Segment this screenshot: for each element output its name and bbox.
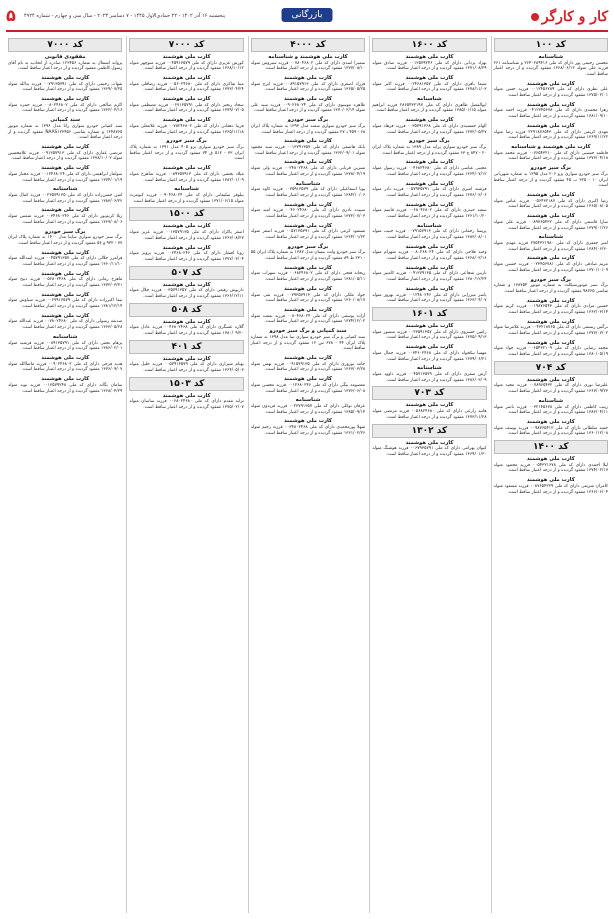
ad-body: نسرین قربانی دارای کد ملی ۰۰۲۴۸۰۲۴۶۸ فرزند ولی متولد ۱۳۷۸/۰۴/۱۹ مفقود گردیده و از درجه اعتبار ساقط است. [250,165,366,177]
classified-ad [372,181,486,199]
ad-title: کارت ملی هوشمند [41,312,90,319]
classified-ad [251,376,365,394]
brand-name: کار و کارگر [541,9,608,25]
classified-ad [8,313,122,331]
classified-ad [251,418,365,436]
classified-ad [8,96,122,114]
ad-title: برگ سبز خودرو [409,138,450,145]
classified-code-header: کد ۱۴۰۰ [494,440,608,454]
ad-body: سپیده نادری دارای کد ملی ۰۰۴۶۰۲۴۶۸۰ فرزند امید متولد ۱۳۷۲/۰۷/۰۳ مفقود گردیده و از درجه اعتبار ساقط است. [250,208,366,219]
classified-ad [8,334,122,352]
ad-title: کارت ملی هوشمند [41,165,90,172]
ad-title: کارت ملی هوشمند [41,270,90,277]
ad-title: شناسنامه [174,186,199,193]
ad-title: شناسنامه [538,54,564,60]
ad-body: امین حسن‌زاده دارای کد ملی ۰۰۲۳۵۷۹۱۳۵ فرزند کمال متولد ۱۳۸۳/۰۶/۲۳ مفقود گردیده و از درجه اعتبار ساقط است. [7,192,123,204]
classified-ad [251,244,365,262]
classified-ad [8,376,122,394]
ad-body: مهسا نیکخواه دارای کد ملی ۰۰۳۴۶۰۲۴۶۸ فرزند جمال متولد ۱۳۷۹/۰۶/۲۱ مفقود گردیده و از درجه اعتبار ساقط است. [372,350,487,362]
classified-ad [8,165,122,183]
classified-ad [129,282,243,300]
classified-ad [372,117,486,135]
ad-title: کارت ملی هوشمند [162,355,211,362]
ad-title: شناسنامه [52,186,78,193]
ad-body: بابک هاشمی دارای کد ملی ۰۰۱۳۷۹۱۳۵۷ فرزند سید محمود متولد ۱۳۶۲/۰۹/۰۱ مفقود گردیده و از درجه اعتبار ساقط است. [250,144,366,156]
ad-body: رضا اکبری دارای کد ملی ۰۰۵۶۴۳۲۱۸۷ فرزند عباس متولد ۱۳۶۵/۰۸/۰۵ مفقود گردیده و از درجه اعتبار ساقط است. [493,198,608,210]
ad-title: شناسنامه [295,397,321,404]
classified-ad [129,356,243,374]
ad-title: کارت ملی هوشمند [162,96,211,103]
ad-body: پویا اسماعیلی دارای کد ملی ۰۰۳۵۹۱۳۵۷۹ فرزند کاوه متولد ۱۳۸۴/۱۰/۰۶ مفقود گردیده و از درجه اعتبار ساقط است. [250,187,366,198]
ad-body: نرگس رستمی دارای کد ملی ۰۰۴۳۲۱۸۷۶۵ فرزند غلامرضا متولد ۱۳۷۷/۰۷/۰۲ مفقود گردیده و از درجه اعتبار ساقط است. [493,325,608,337]
ad-body: هدیه فرجی دارای کد ملی ۰۰۹۰۲۴۶۸۰۲ فرزند ماشاالله متولد ۱۳۷۶/۰۹/۰۷ مفقود گردیده و از درجه اعتبار ساقط است. [7,361,123,373]
ad-body: پریسا رحمانی دارای کد ملی ۰۰۷۹۱۵۷۹۱۳ فرزند حبیب متولد ۱۳۸۳/۰۸/۰۱ مفقود گردیده و از درجه اعتبار ساقط است. [372,229,487,241]
ad-body: کامران شریفی دارای کد ملی ۰۰۸۷۶۵۴۳۲۹ فرزند مسعود متولد ۱۳۶۶/۰۶/۰۴ مفقود گردیده و از درجه اعتبار ساقط است. [493,483,608,495]
ad-body: برگ سبز خودرو سواری سمند مدل ۱۳۹۳ به شماره پلاک ایران ۶۸ - ۴۵۹ د ۲۷ مفقود گردیده و از درجه اعتبار ساقط است. [250,123,366,135]
classified-ad [494,340,608,358]
ad-title: کارت ملی هوشمند [41,376,90,383]
ad-body: برگ سبز خودرو سواری پژو ۲۰۶ مدل ۱۳۹۵ به شماره شهربانی ایران ۱۰ - ۳۲۵ ب ۴۵ مفقود گردیده و از درجه اعتبار ساقط است. [493,171,608,189]
ad-body: زینب کاظمی دارای کد ملی ۰۰۳۲۱۴۵۶۷۸ فرزند ناصر متولد ۱۳۸۲/۰۴/۱۱ مفقود گردیده و از درجه اعتبار ساقط است. [493,404,608,416]
ad-title: کارت ملی هوشمند [405,117,454,124]
classified-ad [372,75,486,93]
ad-body: شیما باقری دارای کد ملی ۰۰۲۴۶۸۱۳۵۷ فرزند اکبر متولد ۱۳۷۸/۱۱/۰۳ مفقود گردیده و از درجه اعتبار ساقط است. [372,81,487,93]
ad-title: شناسنامه [52,334,78,341]
classified-ad [494,477,608,495]
ad-body: معصومه بیگی دارای کد ملی ۰۰۱۲۶۸۰۲۴۶ فرزند محسن متولد ۱۳۷۶/۰۶/۰۸ مفقود گردیده و از درجه اعتبار ساقط است. [250,382,366,394]
ad-title: کارت ملی هوشمند [41,249,90,256]
ad-title: کارت ملی هوشمند [41,75,90,82]
section-badge: بازرگانی [282,8,333,22]
classified-code-header: کد ۱۶۰۱ [372,307,486,321]
ad-body: فاطمه حسینی دارای کد ملی ۰۰۷۶۵۴۳۲۱۰ فرزند محمد متولد ۱۳۷۳/۰۴/۱۸ مفقود گردیده و از درجه اعتبار ساقط است. [493,150,608,162]
ad-body: ژیلا کریم‌پور دارای کد ملی ۰۰۳۴۶۸۰۲۴۶ فرزند شمس متولد ۱۳۶۷/۰۸/۰۶ مفقود گردیده و از درجه اعتبار ساقط است. [7,213,123,225]
ad-body: فریبا دهقانی دارای کد ملی ۰۰۷۸۲۴۶۸۰۲ فرزند غلامعلی متولد ۱۳۶۵/۱۱/۱۸ مفقود گردیده و از درجه اعتبار ساقط است. [129,123,244,135]
classified-ad [8,292,122,310]
ad-body: برگ سبز خودرو سواری پراید مدل ۱۳۸۹ به شماره پلاک ایران ۲۰ - ۸۴۷ ج ۶۳ مفقود گردیده و از درجه اعتبار ساقط است. [372,144,487,156]
classified-ad [494,398,608,416]
ad-title: کارت ملی هوشمند [284,376,332,383]
ad-title: کارت ملی هوشمند [405,201,454,208]
ad-body: حسین مرادی دارای کد ملی ۰۰۱۹۸۷۶۵۴۳ فرزند کریم متولد ۱۳۶۲/۰۳/۱۴ مفقود گردیده و از درجه اعتبار ساقط است. [493,304,608,315]
ad-title: کارت ملی هوشمند [405,243,454,250]
classified-ad [372,244,486,262]
ad-title: کارت ملی هوشمند [41,291,90,298]
classified-ad [8,54,122,72]
ad-body: سارا قاسمی دارای کد ملی ۰۰۸۹۷۶۵۴۳۲ فرزند علی متولد ۱۳۷۹/۰۱/۲۶ مفقود گردیده و از درجه اعتبار ساقط است. [493,219,608,231]
ad-title: برگ سبز خودرو [530,276,571,283]
ad-body: سامان یگانه دارای کد ملی ۰۰۱۳۵۷۹۲۴۸ فرزند نوید متولد ۱۳۶۸/۰۴/۲۹ مفقود گردیده و از درجه اعتبار ساقط است. [7,382,123,394]
classified-ad [251,96,365,114]
ad-body: عرفان توکلی دارای کد ملی ۰۰۲۳۷۹۱۳۵۷ فرزند فریدون متولد ۱۳۸۵/۰۹/۱۴ مفقود گردیده و از درجه اعتبار ساقط است. [250,403,366,415]
ad-body: فرزاد اصغری دارای کد ملی ۰۰۸۹۱۵۷۹۱۳ فرزند ایرج متولد ۱۳۶۵/۰۵/۲۵ مفقود گردیده و از درجه اعتبار ساقط است. [250,81,366,93]
ad-title: کارت ملی هوشمند [405,402,454,409]
ad-body: بهزاد یزدانی دارای کد ملی ۰۰۱۳۵۷۹۲۴۶ فرزند صادق متولد ۱۳۷۱/۰۸/۲۹ مفقود گردیده و از درجه اعتبار ساقط است. [372,60,487,72]
ad-body: اصغر پاکزاد دارای کد ملی ۰۰۱۳۵۷۹۱۳۵ فرزند عزیز متولد ۱۳۶۳/۰۸/۲۷ مفقود گردیده و از درجه اعتبار ساقط است. [129,229,244,241]
classified-ad [129,319,243,337]
ad-body: نازنین شجاعی دارای کد ملی ۰۰۹۱۳۷۹۱۳۵ فرزند کامبیز متولد ۱۳۸۰/۱۲/۲۴ مفقود گردیده و از درجه اعتبار ساقط است. [372,271,487,283]
classified-ad [372,159,486,177]
ad-title: کارت ملی هوشمند [526,318,575,325]
ad-body: برگ سبز خودرو سواری پژو ۴۰۵ مدل ۱۳۹۱ به شماره پلاک ایران ۳۳ - ۵۱۲ ق ۷۴ مفقود گردیده و از درجه اعتبار ساقط است. [129,144,244,162]
ad-title: کارت ملی هوشمند [41,96,90,103]
ad-title: کارت ملی هوشمند [526,123,575,130]
classified-ad [372,344,486,362]
ad-title: شناسنامه [538,234,564,241]
ad-body: نیما اکبرزاده دارای کد ملی ۰۰۶۷۹۱۳۵۷۹ فرزند سیاوش متولد ۱۳۸۱/۱۲/۱۴ مفقود گردیده و از درجه اعتبار ساقط است. [7,298,123,310]
ad-title: شناسنامه [538,398,564,404]
classified-ad [8,271,122,289]
ad-title: کارت ملی هوشمند [526,101,575,108]
ad-title: کارت ملی هوشمند [526,419,575,426]
ad-body: مجتبی عباسی دارای کد ملی ۰۰۴۶۸۲۴۶۸۰ فرزند رسول متولد ۱۳۶۴/۰۷/۱۲ مفقود گردیده و از درجه اعتبار ساقط است. [372,165,487,177]
ad-title: برگ سبز خودرو [287,117,329,124]
ad-title: برگ سبز خودرو [287,243,329,250]
ad-body: طاهره موسوی دارای کد ملی ۰۰۹۰۲۶۸۰۲۴ فرزند سید علی متولد ۱۳۷۰/۰۲/۱۴ مفقود گردیده و از درجه اعتبار ساقط است. [250,102,366,114]
classified-ad [372,223,486,241]
classified-ad [251,54,365,72]
ad-body: برگ سبز خودرو وانت نیسان مدل ۱۳۸۷ به شماره پلاک ایران ۵۵ - ۲۳۱ ط ۸۹ مفقود گردیده و از درجه اعتبار ساقط است. [250,250,366,262]
ad-title: کارت ملی هوشمند [526,255,575,262]
ad-title: مفقودی قانونی [44,54,86,60]
ad-body: مهدی کریمی دارای کد ملی ۲۲۹۱۸۷۶۵۴۳ فرزند رضا متولد ۱۳۶۹/۱۱/۲۲ مفقود گردیده و از درجه اعتبار ساقط است. [493,129,608,141]
classified-ad [251,286,365,304]
ad-title: کارت ملی هوشمند [405,54,454,60]
ad-body: مسعود کرمی دارای کد ملی ۰۰۵۷۱۳۵۷۹۱ فرزند اصغر متولد ۱۳۶۴/۰۱/۲۲ مفقود گردیده و از درجه اعتبار ساقط است. [250,229,366,241]
ad-body: ماهرخ زمانی دارای کد ملی ۰۰۵۶۸۰۲۴۶۸ فرزند ذبیح متولد ۱۳۷۲/۰۳/۳۱ مفقود گردیده و از درجه اعتبار ساقط است. [7,277,123,289]
classified-ad [372,138,486,156]
classified-ad [129,138,243,162]
ad-title: کارت ملی هوشمند [405,180,454,187]
classified-ad [372,402,486,420]
classified-ad [372,365,486,383]
ad-body: داریوش رفیعی دارای کد ملی ۰۰۳۵۷۹۱۳۵۷ فرزند جلال متولد ۱۳۶۶/۱۲/۱۱ مفقود گردیده و از درجه اعتبار ساقط است. [129,288,244,299]
ad-body: رویا افشار دارای کد ملی ۰۰۲۴۶۸۰۲۴۶ فرزند پرویز متولد ۱۳۷۷/۰۳/۰۴ مفقود گردیده و از درجه اعتبار ساقط است. [129,251,244,262]
ad-title: کارت ملی هوشمند [526,456,575,463]
ad-title: کارت ملی هوشمند [284,286,332,293]
ad-body: سند کمپانی خودرو سواری رانا مدل ۱۳۹۶ به شماره موتور ۱۲۴۸۷۶۵ و شماره شاسی NAAS۱۲۳۴۵۶ مفقود گردیده و از درجه اعتبار ساقط است. [7,123,123,141]
classified-ad [8,75,122,93]
classified-code-header: کد ۱۶۰۰ [372,38,486,52]
ad-title: کارت ملی هوشمند [405,323,454,330]
classified-ad [129,245,243,263]
classified-ad [129,117,243,135]
ad-body: کورش عزیزی دارای کد ملی ۰۰۴۵۹۱۳۵۷۹ فرزند منوچهر متولد ۱۳۶۸/۱۰/۱۲ مفقود گردیده و از درجه اعتبار ساقط است. [129,60,244,72]
ad-title: کارت ملی هوشمند [162,281,211,288]
ad-body: فرامرز جلالی دارای کد ملی ۰۰۴۵۷۹۱۳۵۷ فرزند اسدالله متولد ۱۳۶۰/۱۱/۱۰ مفقود گردیده و از درجه اعتبار ساقط است. [7,256,123,267]
ad-body: شهلا پورمحمدی دارای کد ملی ۰۰۳۴۸۰۲۴۶۸ فرزند رحیم متولد ۱۳۶۱/۰۲/۲۶ مفقود گردیده و از درجه اعتبار ساقط است. [250,424,366,436]
ad-body: امیر جعفری دارای کد ملی ۲۷۵۴۳۲۱۹۸۰ فرزند مهدی متولد ۱۳۸۴/۰۶/۳۰ مفقود گردیده و از درجه اعتبار ساقط است. [493,240,608,252]
ad-title: کارت ملی هوشمند [284,138,332,145]
ad-column [248,36,365,913]
ad-body: رامین خسروی دارای کد ملی ۰۰۲۳۵۹۱۳۵۷ فرزند منصور متولد ۱۳۷۵/۰۹/۱۳ مفقود گردیده و از درجه اعتبار ساقط است. [372,329,487,341]
classified-ad [494,192,608,210]
classified-ad [494,123,608,141]
ad-title: کارت ملی هوشمند [284,307,332,314]
classified-ad [251,355,365,373]
ad-title: کارت ملی هوشمند [284,418,332,425]
ad-title: کارت ملی هوشمند [526,339,575,346]
ad-body: سولماز ابراهیمی دارای کد ملی ۰۰۱۲۴۶۸۰۲۴ فرزند مختار متولد ۱۳۷۴/۰۱/۱۹ مفقود گردیده و از درجه اعتبار ساقط است. [7,171,123,183]
ad-title: کارت ملی هوشمند [526,297,575,304]
classified-ad [8,250,122,268]
classified-ad [8,207,122,225]
classified-ad [494,277,608,295]
classified-ad [494,144,608,162]
ad-body: بهنام شیرازی دارای کد ملی ۰۰۵۷۹۱۳۵۷۹ فرزند خلیل متولد ۱۳۶۴/۰۵/۰۳ مفقود گردیده و از درجه اعتبار ساقط است. [129,362,244,374]
ad-title: کارت ملی هوشمند [405,286,454,293]
ad-title: کارت ملی هوشمند [284,264,332,271]
classified-ad [251,328,365,352]
ad-title: کارت ملی هوشمند [162,223,211,230]
ad-body: اکرم صالحی دارای کد ملی ۰۰۸۰۲۴۶۸۰۲ فرزند حمزه متولد ۱۳۶۲/۰۴/۱۶ مفقود گردیده و از درجه اعتبار ساقط است. [7,102,123,114]
ad-body: سند کمپانی و برگ سبز خودرو سواری تیبا مدل ۱۳۹۸ به شماره پلاک ایران ۴۴ - ۶۷۸ س ۱۲ مفقود گردیده و از درجه اعتبار ساقط است. [250,334,366,352]
ad-body: فرشته امیری دارای کد ملی ۰۰۵۷۹۳۵۷۹۱ فرزند نادر متولد ۱۳۷۶/۰۳/۰۶ مفقود گردیده و از درجه اعتبار ساقط است. [372,187,487,198]
ad-body: گلاره عسگری دارای کد ملی ۰۰۴۶۸۰۲۴۶۸ فرزند عادل متولد ۱۳۸۰/۰۹/۲۰ مفقود گردیده و از درجه اعتبار ساقط است. [129,325,244,337]
ad-title: کارت ملی هوشمند [162,392,211,399]
ad-title: سند کمپانی و برگ سبز خودرو [269,328,347,335]
ad-title: کارت ملی هوشمند [284,355,332,362]
page-number: ۵ [6,6,16,25]
classified-code-header: کد ۱۵۰۰ [129,207,243,221]
ad-body: سمیرا اسدی دارای کد ملی ۰۰۷۸۰۴۶۸۰۲ فرزند سیروس متولد ۱۳۷۷/۰۸/۱۰ مفقود گردیده و از درجه اعتبار ساقط است. [250,60,366,72]
ad-body: وحید فلاحی دارای کد ملی ۰۰۸۰۲۶۸۰۲۴ فرزند شهرام متولد ۱۳۶۸/۰۲/۱۶ مفقود گردیده و از درجه اعتبار ساقط است. [372,250,487,262]
ad-body: کیوان بهرامی دارای کد ملی ۰۰۶۷۹۳۵۷۹۱ فرزند هوشنگ متولد ۱۳۶۹/۰۱/۳۰ مفقود گردیده و از درجه اعتبار ساقط است. [372,446,487,457]
classified-code-header: کد ۱۵۰۳ [129,377,243,391]
classified-code-header: کد ۴۰۱ [129,340,243,354]
ad-body: پرهام نجفی دارای کد ملی ۰۰۸۹۱۳۵۷۹۱ فرزند فرشید متولد ۱۳۸۶/۰۲/۰۱ مفقود گردیده و از درجه اعتبار ساقط است. [7,340,123,352]
ad-title: کارت ملی هوشمند [162,75,211,82]
classified-ad [251,265,365,283]
classified-code-header: کد ۱۳۰۲ [372,424,486,438]
ad-column [6,36,122,913]
ad-title: کارت ملی هوشمند [284,201,332,208]
classified-ad [494,319,608,337]
ad-body: یاسر میرزایی دارای کد ملی ۰۰۱۲۴۸۰۲۴۶ فرزند بهروز متولد ۱۳۶۳/۰۴/۰۷ مفقود گردیده و از درجه اعتبار ساقط است. [372,292,487,304]
classified-ad [8,144,122,162]
classified-ad [129,223,243,241]
ad-body: حامد نوروزی دارای کد ملی ۰۰۹۱۵۷۹۱۳۵ فرزند بهمن متولد ۱۳۶۷/۰۳/۲۸ مفقود گردیده و از درجه اعتبار ساقط است. [250,361,366,373]
ad-title: کارت ملی هوشمند [162,54,211,60]
ad-body: هانیه زارعی دارای کد ملی ۰۰۵۶۸۲۴۶۸۰ فرزند مرتضی متولد ۱۳۷۳/۱۱/۲۸ مفقود گردیده و از درجه اعتبار ساقط است. [372,408,487,420]
ad-title: کارت ملی هوشمند و شناسنامه [268,54,348,60]
classified-ad [129,165,243,183]
ad-title: کارت ملی هوشمند [405,439,454,446]
ad-title: کارت ملی هوشمند [41,355,90,362]
ad-body: حمید سلطانی دارای کد ملی ۰۰۹۸۷۶۵۴۱۲ فرزند یوسف متولد ۱۳۶۰/۱۲/۰۸ مفقود گردیده و از درجه اعتبار ساقط است. [493,425,608,437]
classified-ad [8,117,122,141]
masthead [6,6,608,28]
ad-body: مینا شاکری دارای کد ملی ۰۰۵۶۰۲۴۶۸۰ فرزند رضاقلی متولد ۱۳۷۳/۰۴/۲۴ مفقود گردیده و از درجه اعتبار ساقط است. [129,81,244,93]
classified-ad [372,54,486,72]
classified-ad [494,234,608,252]
classified-code-header: کد ۱۰۰ [494,38,608,52]
classified-ad [8,355,122,373]
ad-title: کارت ملی هوشمند و شناسنامه [511,144,591,151]
ad-body: سجاد رنجبر دارای کد ملی ۰۰۶۷۱۳۵۷۹۱ فرزند مصطفی متولد ۱۳۷۹/۰۷/۰۵ مفقود گردیده و از درجه اعتبار ساقط است. [129,102,244,114]
classified-ad [251,307,365,325]
ad-title: شناسنامه [295,180,321,187]
classified-ad [8,229,122,247]
ad-body: علی نظری دارای کد ملی ۰۰۱۲۴۵۶۷۸۹ فرزند حسن متولد ۱۳۷۵/۰۲/۰۱ مفقود گردیده و از درجه اعتبار ساقط است. [493,87,608,99]
ad-title: کارت ملی هوشمند [405,75,454,82]
ad-title: کارت ملی هوشمند [162,244,211,251]
ad-body: علیرضا نوری دارای کد ملی ۰۰۷۸۹۶۵۴۳۲ فرزند مجید متولد ۱۳۶۷/۰۹/۲۳ مفقود گردیده و از درجه اعتبار ساقط است. [493,383,608,395]
ad-column [126,36,243,913]
ad-title: کارت ملی هوشمند [162,117,211,124]
ad-title: کارت ملی هوشمند [526,477,575,484]
classified-ad [8,186,122,204]
ad-body: صدیقه رسولی دارای کد ملی ۰۰۷۸۰۲۴۶۸۰ فرزند عبدالله متولد ۱۳۶۳/۰۵/۲۸ مفقود گردیده و از درجه اعتبار ساقط است. [7,319,123,331]
classified-ad [251,397,365,415]
classified-ad [494,54,608,78]
ad-body: محسن رحیمی پور دارای کد ملی ۲۶۴۰۲۸۹۴۱۶ و شناسنامه ۲۶۱ فرزند علی متولد ۱۳۶۸/۰۶/۱۲ مفقود گردیده و از درجه اعتبار ساقط است. [493,60,608,78]
classified-ad [129,75,243,93]
ad-title: کارت ملی هوشمند [284,75,332,82]
classified-ad [494,377,608,395]
classified-ad [251,181,365,199]
ad-column [369,36,486,913]
ad-title: سند کمپانی [50,117,81,124]
ad-title: کارت ملی هوشمند [405,264,454,271]
classified-ad [372,440,486,458]
ad-title: برگ سبز خودرو [530,165,571,172]
classified-code-header: کد ۵۰۸ [129,303,243,317]
ad-title: کارت ملی هوشمند [526,80,575,87]
ad-title: شناسنامه [417,96,442,103]
classified-ad [494,165,608,189]
ad-body: ترانه مقدم دارای کد ملی ۰۰۶۸۰۲۴۶۸۰ فرزند ساسان متولد ۱۳۷۵/۰۲/۰۷ مفقود گردیده و از درجه اعتبار ساقط است. [129,399,244,411]
logo [531,6,608,28]
classified-code-header: کد ۵۰۷ [129,266,243,280]
ad-title: کارت ملی هوشمند [526,376,575,383]
classified-code-header: کد ۴۰۰۰ [251,38,365,52]
classified-ad [251,117,365,135]
classified-code-header: کد ۷۰۰۰ [129,38,243,52]
classified-ad [372,96,486,114]
classified-ad [494,102,608,120]
ad-body: محمد رضایی دارای کد ملی ۰۰۶۵۴۳۲۱۰۹ فرزند جواد متولد ۱۳۸۰/۰۵/۱۹ مفقود گردیده و از درجه اعتبار ساقط است. [493,346,608,358]
classified-ad [372,202,486,220]
ad-body: مریم صادقی دارای کد ملی ۰۰۲۳۴۵۶۷۸۱ فرزند حسین متولد ۱۳۷۰/۱۰/۰۹ مفقود گردیده و از درجه اعتبار ساقط است. [493,261,608,273]
classified-ad [372,265,486,283]
classified-ad [372,323,486,341]
ad-title: شناسنامه [417,222,442,229]
classified-code-header: کد ۷۰۴ [494,361,608,375]
ad-title: کارت ملی هوشمند [284,222,332,229]
ad-title: کارت ملی هوشمند [405,159,454,166]
ad-body: لیلا احمدی دارای کد ملی ۰۰۵۴۳۲۱۶۷۸ فرزند محمود متولد ۱۳۷۴/۰۲/۱۷ مفقود گردیده و از درجه اعتبار ساقط است. [493,462,608,474]
classified-ad [251,223,365,241]
ad-body: الهام جمشیدی دارای کد ملی ۰۰۳۵۷۹۱۳۶۸ فرزند فرهاد متولد ۱۳۷۲/۰۵/۲۷ مفقود گردیده و از درجه اعتبار ساقط است. [372,123,487,135]
ad-body: پروانه اشتغال به شماره ۱۲۳۴۵۶ صادره از اتحادیه به نام آقای رسول کاظمی مفقود گردیده و از درجه اعتبار ساقط است. [7,60,123,72]
classified-ad [129,96,243,114]
classified-ad [494,456,608,474]
classified-code-header: کد ۷۰۰۰ [8,38,122,52]
ad-title: برگ سبز خودرو [44,228,86,235]
ad-title: کارت ملی هوشمند [284,159,332,166]
logo-dot-icon [531,13,539,21]
ad-body: میلاد بخشی دارای کد ملی ۰۰۸۹۳۵۷۹۱۳ فرزند شاهرخ متولد ۱۳۸۲/۰۱/۰۹ مفقود گردیده و از درجه اعتبار ساقط است. [129,171,244,183]
classified-ad [494,213,608,231]
ad-body: آرش صفری دارای کد ملی ۰۰۴۵۷۱۳۵۷۹ فرزند داوود متولد ۱۳۸۶/۰۳/۰۹ مفقود گردیده و از درجه اعتبار ساقط است. [372,371,487,383]
ad-title: کارت ملی هوشمند [162,318,211,325]
ad-body: زهرا محمدی دارای کد ملی ۰۴۱۲۳۴۵۶۷۸ فرزند احمد متولد ۱۳۸۱/۰۹/۱۰ مفقود گردیده و از درجه اعتبار ساقط است. [493,108,608,120]
classified-ad [494,419,608,437]
classified-ad [251,75,365,93]
header-rule [6,30,608,32]
classified-ad [251,138,365,156]
ad-body: نیلوفر سلیمانی دارای کد ملی ۰۰۹۰۴۶۸۰۲۴ فرزند کیومرث متولد ۱۳۷۱/۰۶/۱۵ مفقود گردیده و از درجه اعتبار ساقط است. [129,192,244,204]
classified-ad [494,298,608,316]
ad-title: کارت ملی هوشمند [284,96,332,103]
ad-title: کارت ملی هوشمند [41,144,90,151]
ad-column [491,36,608,913]
ad-body: برگ سبز خودرو سواری ساینا مدل ۱۴۰۰ به شماره پلاک ایران ۷۷ - ۹۳۲ و ۵۶ مفقود گردیده و از درجه اعتبار ساقط است. [7,235,123,246]
ad-body: ریحانه فتحی دارای کد ملی ۰۰۶۸۲۴۶۸۰۲ فرزند سهراب متولد ۱۳۸۱/۰۵/۱۱ مفقود گردیده و از درجه اعتبار ساقط است. [250,271,366,283]
classified-ad [251,159,365,177]
ad-body: مرتضی غفاری دارای کد ملی ۰۰۹۱۳۵۷۹۱۳ فرزند غلامحسین متولد ۱۳۷۸/۱۰/۰۲ مفقود گردیده و از درجه اعتبار ساقط است. [7,150,123,162]
ad-title: کارت ملی هوشمند [526,192,575,199]
classified-code-header: کد ۷۰۳ [372,386,486,400]
classified-ad [129,186,243,204]
classified-ad [372,286,486,304]
classified-ad [251,202,365,220]
ad-body: شهاب رحیمی دارای کد ملی ۰۰۷۹۱۳۵۷۹۱ فرزند یدالله متولد ۱۳۶۹/۰۷/۲۵ مفقود گردیده و از درجه اعتبار ساقط است. [7,81,123,93]
ad-title: کارت ملی هوشمند [526,213,575,220]
ad-body: ابوالفضل طاهری دارای کد ملی ۲۸۶۵۴۳۲۱۹۷ فرزند ابراهیم متولد ۱۳۸۵/۰۱/۱۵ مفقود گردیده و از درجه اعتبار ساقط است. [372,102,487,114]
classified-ad [129,54,243,72]
ad-body: جواد ملکی دارای کد ملی ۰۰۷۹۳۵۷۹۱۳ فرزند تقی متولد ۱۳۶۰/۰۸/۱۷ مفقود گردیده و از درجه اعتبار ساقط است. [250,292,366,304]
ad-body: سعید حیدری دارای کد ملی ۰۰۶۸۰۴۶۸۰۲ فرزند قاسم متولد ۱۳۶۱/۱۰/۲۰ مفقود گردیده و از درجه اعتبار ساقط است. [372,208,487,219]
ad-title: شناسنامه [417,365,442,372]
ad-columns [6,36,608,913]
classified-ad [494,255,608,273]
ad-body: آزاده یوسفی دارای کد ملی ۰۰۸۰۴۶۸۰۲۴ فرزند نعمت متولد ۱۳۷۴/۱۲/۰۲ مفقود گردیده و از درجه اعتبار ساقط است. [250,313,366,325]
ad-title: برگ سبز خودرو [166,138,207,145]
ad-title: کارت ملی هوشمند [405,344,454,351]
classified-ad [494,81,608,99]
ad-title: کارت ملی هوشمند [162,165,211,172]
ad-title: کارت ملی هوشمند [41,207,90,214]
classified-ad [129,393,243,411]
ad-body: برگ سبز موتورسیکلت به شماره موتور ۱۳۸۷۵۴ و شماره شاسی ۹۸۷۶۵ مفقود گردیده و از درجه اعتبار ساقط است. [493,283,608,294]
dateline: پنجشنبه ۱۶ آذر ۱۴۰۲ - ۲۲ جمادی‌الاول ۱۴۴۵ - ۷ دسامبر ۲۰۲۳ - سال سی و چهارم - شماره ۴۹۲۴ [24,13,226,19]
